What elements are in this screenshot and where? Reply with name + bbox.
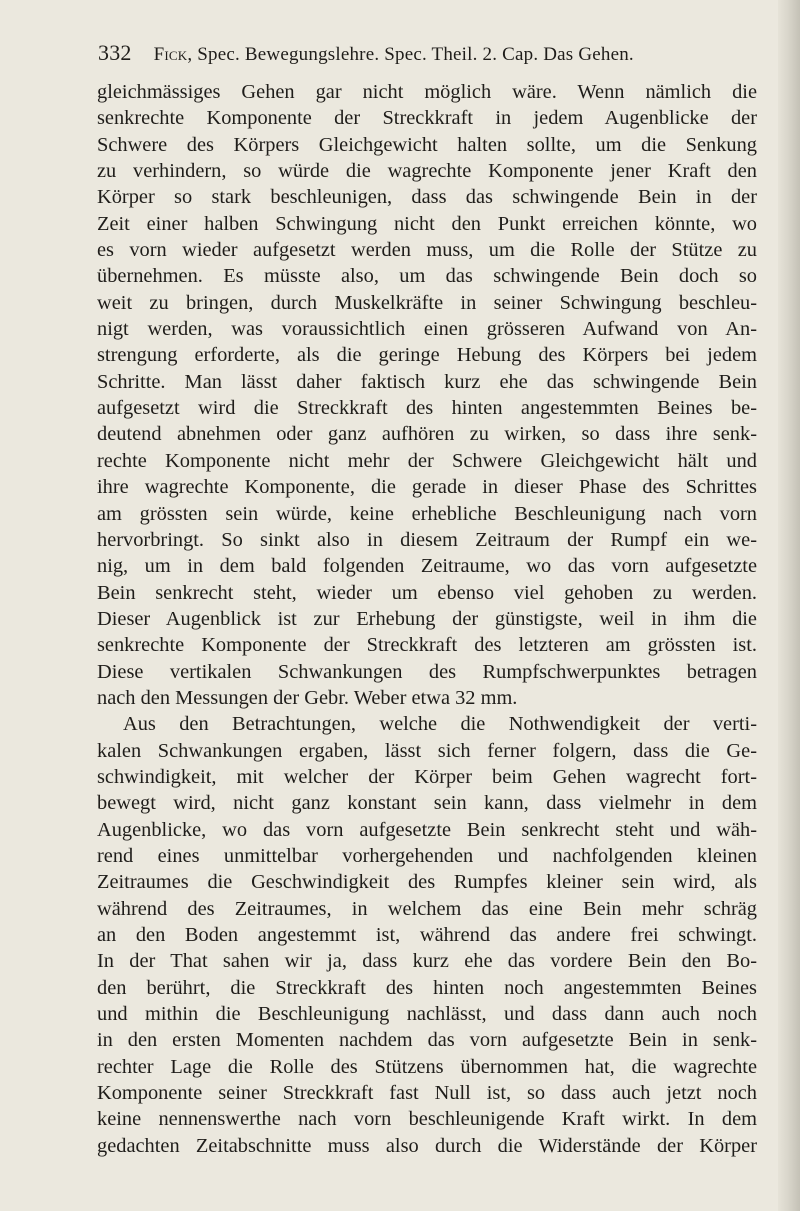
- text-line: bewegt wird, nicht ganz konstant sein kann, dass vielmehr in dem: [97, 792, 757, 815]
- running-head: [98, 40, 738, 70]
- running-title-rest: , Spec. Bewegungslehre. Spec. Theil. 2. Cap. Das Gehen.: [187, 44, 634, 65]
- text-line: schwindigkeit, mit welcher der Körper beim Gehen wagrecht fort-: [97, 765, 757, 788]
- text-line: senkrechte Komponente der Streckkraft des letzteren am grössten ist.: [97, 634, 757, 657]
- text-line: übernehmen. Es müsste also, um das schwingende Bein doch so: [97, 265, 757, 288]
- text-line: hervorbringt. So sinkt also in diesem Zeitraum der Rumpf ein we-: [97, 528, 757, 551]
- text-line: ihre wagrechte Komponente, die gerade in dieser Phase des Schrittes: [97, 476, 757, 499]
- text-line: Diese vertikalen Schwankungen des Rumpfschwerpunktes betragen: [97, 660, 757, 683]
- text-line: gleichmässiges Gehen gar nicht möglich wäre. Wenn nämlich die: [97, 81, 757, 103]
- text-line: senkrechte Komponente der Streckkraft in jedem Augenblicke der: [97, 107, 757, 130]
- text-line: Bein senkrecht steht, wieder um ebenso viel gehoben zu werden.: [97, 581, 757, 604]
- text-line: Zeit einer halben Schwingung nicht den Punkt erreichen könnte, wo: [97, 212, 757, 235]
- text-line: keine nennenswerthe nach vorn beschleunigende Kraft wirkt. In dem: [97, 1108, 757, 1131]
- text-line: Schritte. Man lässt daher faktisch kurz ehe das schwingende Bein: [97, 370, 757, 393]
- running-title: [154, 44, 634, 66]
- text-line: den berührt, die Streckkraft des hinten noch angestemmten Beines: [97, 976, 757, 999]
- text-line: in den ersten Momenten nachdem das vorn aufgesetzte Bein in senk-: [97, 1029, 757, 1052]
- text-line: während des Zeitraumes, in welchem das eine Bein mehr schräg: [97, 897, 757, 920]
- page-number: 332: [98, 40, 132, 65]
- text-line: deutend abnehmen oder ganz aufhören zu wirken, so dass ihre senk-: [97, 423, 757, 446]
- text-line: rechte Komponente nicht mehr der Schwere Gleichgewicht hält und: [97, 449, 757, 472]
- text-line: zu verhindern, so würde die wagrechte Komponente jener Kraft den: [97, 160, 757, 183]
- body-text: [97, 79, 757, 1159]
- text-line: und mithin die Beschleunigung nachlässt, und dass dann auch noch: [97, 1003, 757, 1026]
- page-edge-shadow: [778, 0, 800, 1211]
- text-line: am grössten sein würde, keine erhebliche Beschleunigung nach vorn: [97, 502, 757, 525]
- text-line: Augenblicke, wo das vorn aufgesetzte Bein senkrecht steht und wäh-: [97, 818, 757, 841]
- text-line: rechter Lage die Rolle des Stützens übernommen hat, die wagrechte: [97, 1055, 757, 1078]
- text-line: Komponente seiner Streckkraft fast Null ist, so dass auch jetzt noch: [97, 1082, 757, 1105]
- text-line: weit zu bringen, durch Muskelkräfte in seiner Schwingung beschleu-: [97, 291, 757, 314]
- text-line: Aus den Betrachtungen, welche die Nothwendigkeit der verti-: [123, 713, 757, 736]
- text-line: Schwere des Körpers Gleichgewicht halten sollte, um die Senkung: [97, 133, 757, 156]
- text-line: nig, um in dem bald folgenden Zeitraume, wo das vorn aufgesetzte: [97, 555, 757, 578]
- text-line: an den Boden angestemmt ist, während das andere frei schwingt.: [97, 924, 757, 946]
- text-line: nigt werden, was voraussichtlich einen grösseren Aufwand von An-: [97, 318, 757, 341]
- text-line: gedachten Zeitabschnitte muss also durch die Widerstände der Körper: [97, 1134, 757, 1157]
- text-line: es vorn wieder aufgesetzt werden muss, um die Rolle der Stütze zu: [97, 239, 757, 262]
- author-name: Fick: [153, 44, 188, 65]
- text-line: kalen Schwankungen ergaben, lässt sich ferner folgern, dass die Ge-: [97, 739, 757, 762]
- text-line: aufgesetzt wird die Streckkraft des hinten angestemmten Beines be-: [97, 397, 757, 420]
- text-line: Zeitraumes die Geschwindigkeit des Rumpfes kleiner sein wird, als: [97, 871, 757, 894]
- text-line: strengung erforderte, als die geringe Hebung des Körpers bei jedem: [97, 344, 757, 367]
- text-line: In der That sahen wir ja, dass kurz ehe das vordere Bein den Bo-: [97, 950, 757, 973]
- text-line: nach den Messungen der Gebr. Weber etwa 32 mm.: [97, 686, 518, 709]
- text-line: rend eines unmittelbar vorhergehenden und nachfolgenden kleinen: [97, 844, 757, 867]
- text-line: Körper so stark beschleunigen, dass das schwingende Bein in der: [97, 186, 757, 209]
- text-line: Dieser Augenblick ist zur Erhebung der günstigste, weil in ihm die: [97, 607, 757, 630]
